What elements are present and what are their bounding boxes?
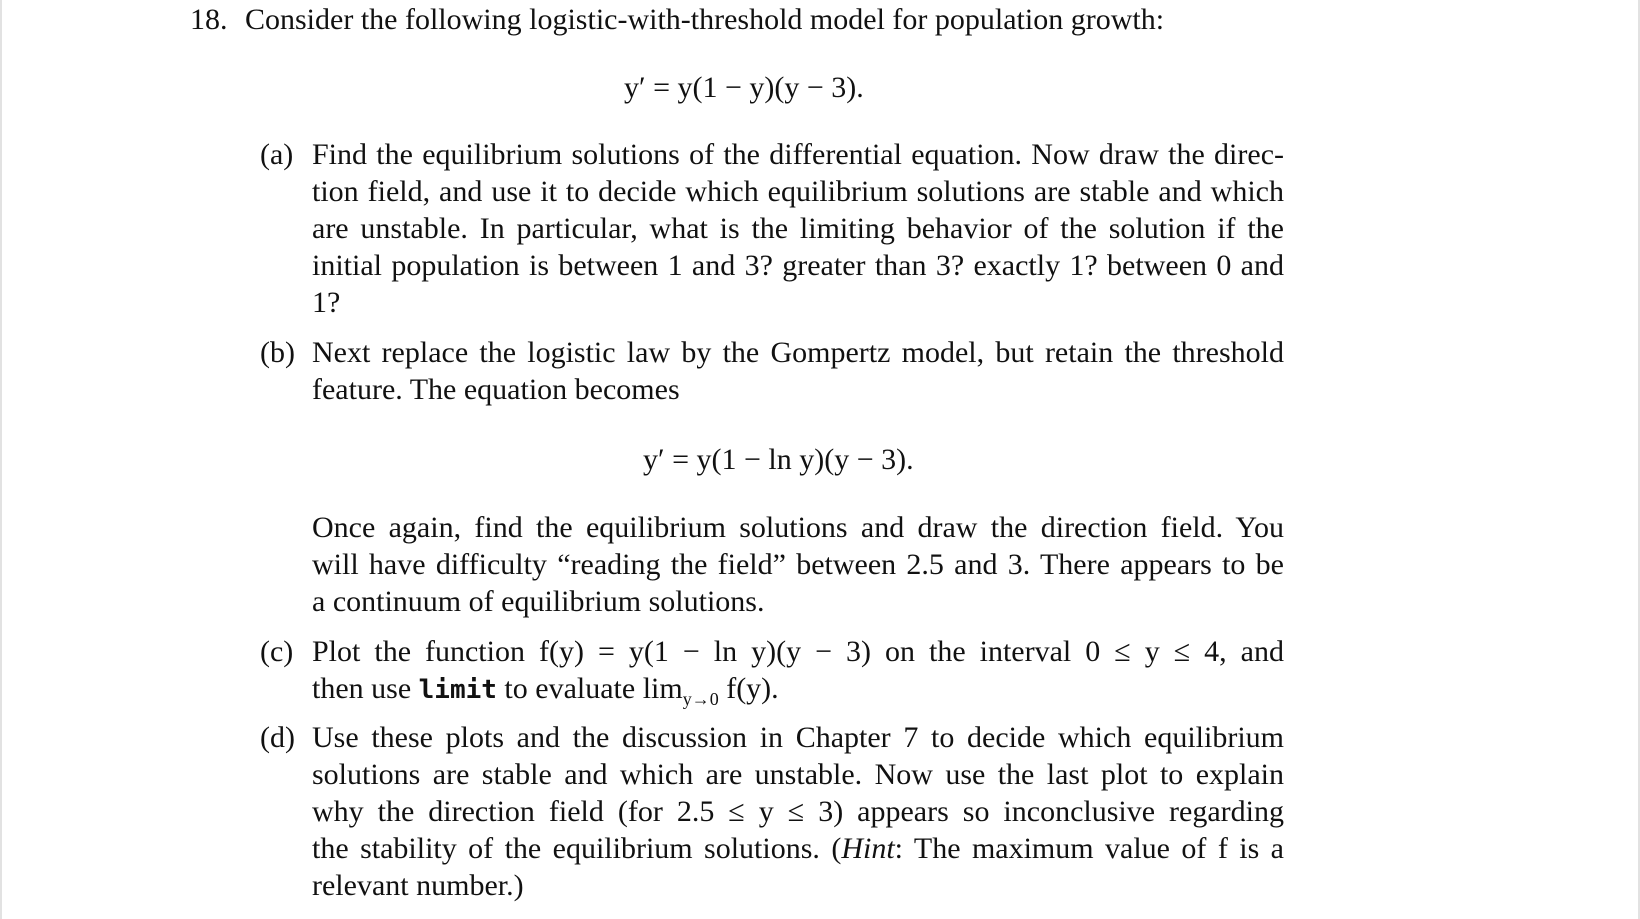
part-b-line-2: feature. The equation becomes — [312, 373, 680, 406]
part-b-after-line-2: will have difficulty “reading the field” between 2.5 and 3. There appears to be — [312, 548, 1284, 581]
part-d-line-2: solutions are stable and which are unstable. Now use the last plot to explain — [312, 758, 1284, 791]
equation-gompertz-threshold: y′ = y(1 − ln y)(y − 3). — [643, 443, 914, 476]
problem-number: 18. — [190, 3, 228, 36]
part-c-evaluate: to evaluate lim — [504, 672, 683, 705]
limit-subscript: y→0 — [682, 689, 719, 709]
part-b-label: (b) — [260, 336, 295, 369]
part-a-line-5: 1? — [312, 286, 341, 319]
part-c-function: f(y). — [718, 672, 779, 705]
part-d-line-3: why the direction field (for 2.5 ≤ y ≤ 3) appears so inconclusive regarding — [312, 795, 1284, 828]
part-d-line-1: Use these plots and the discussion in Chapter 7 to decide which equilibrium — [312, 721, 1284, 754]
part-d-line-5: relevant number.) — [312, 869, 524, 902]
part-d-line-4-pre: the stability of the equilibrium solutions. ( — [312, 832, 842, 865]
part-d-line-4 — [312, 831, 1284, 868]
part-a-line-2: tion field, and use it to decide which equilibrium solutions are stable and which — [312, 175, 1284, 208]
part-c-label: (c) — [260, 635, 294, 668]
part-d-label: (d) — [260, 721, 295, 754]
hint-word: Hint — [841, 832, 895, 865]
part-a-line-4: initial population is between 1 and 3? greater than 3? exactly 1? between 0 and — [312, 249, 1284, 282]
part-a-line-3: are unstable. In particular, what is the limiting behavior of the solution if the — [312, 212, 1284, 245]
part-a-line-1: Find the equilibrium solutions of the differential equation. Now draw the direc- — [312, 138, 1284, 171]
part-b-after-line-3: a continuum of equilibrium solutions. — [312, 585, 765, 618]
part-b-line-1: Next replace the logistic law by the Gompertz model, but retain the threshold — [312, 336, 1284, 369]
part-c-then-use: then use — [312, 672, 412, 705]
part-a-label: (a) — [260, 138, 294, 171]
part-d-line-4-post: : The maximum value of f is a — [894, 832, 1284, 865]
problem-intro: Consider the following logistic-with-threshold model for population growth: — [245, 3, 1165, 36]
limit-command: limit — [418, 675, 497, 705]
part-c-line-2 — [312, 671, 1284, 718]
part-b-after-line-1: Once again, find the equilibrium solutions and draw the direction field. You — [312, 511, 1284, 544]
equation-logistic-threshold: y′ = y(1 − y)(y − 3). — [624, 71, 864, 104]
part-c-line-1: Plot the function f(y) = y(1 − ln y)(y − 3) on the interval 0 ≤ y ≤ 4, and — [312, 635, 1284, 668]
